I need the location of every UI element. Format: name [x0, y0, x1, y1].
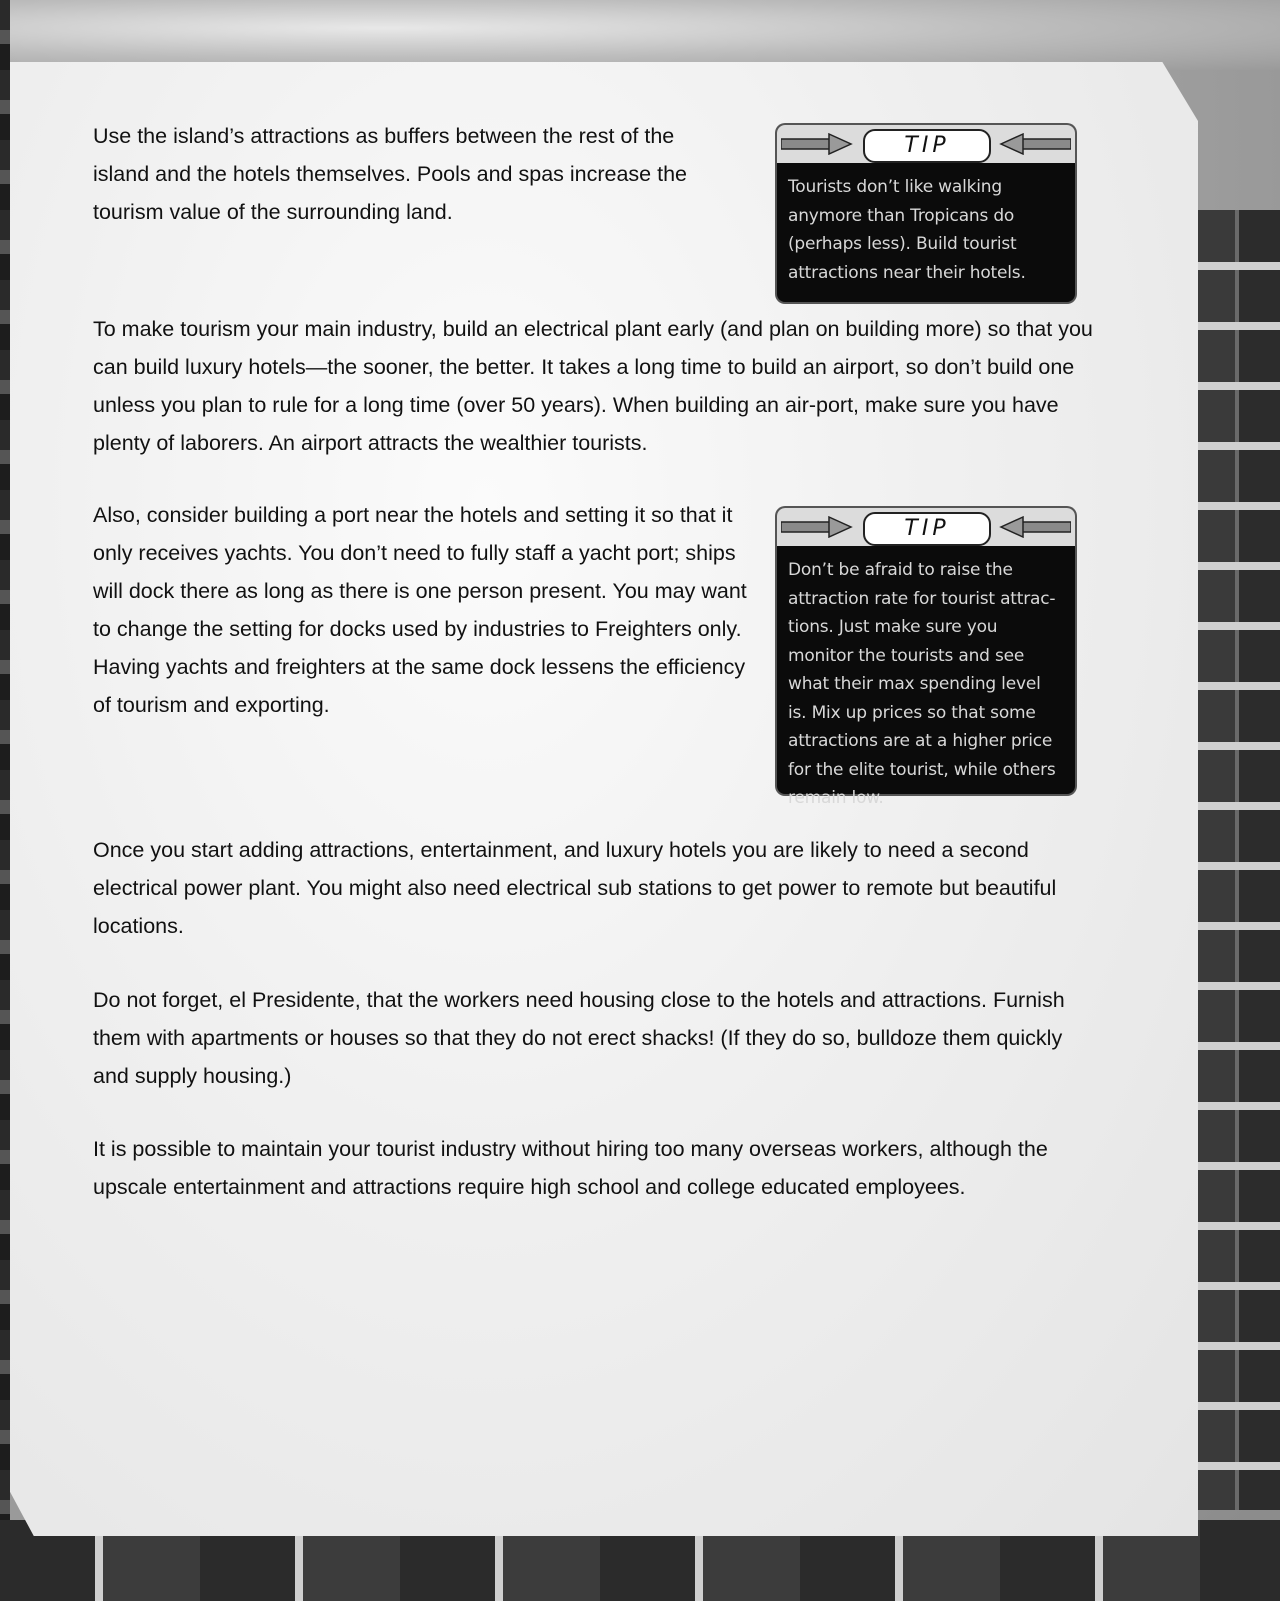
tip-box-attraction-rate — [777, 508, 1075, 808]
background-edge-left — [0, 0, 10, 1601]
tip-header — [777, 508, 1075, 548]
background-texture-top — [0, 0, 1280, 70]
arrow-right-icon — [781, 516, 853, 538]
tip-header — [777, 125, 1075, 165]
paragraph-attractions-buffers: Use the island’s attractions as buffers between the rest of the island and the hotels themselves. Pools and spas increase the tourism value of the surrounding land. — [93, 124, 688, 224]
tip-label: TIP — [863, 129, 991, 163]
arrow-left-icon — [999, 516, 1071, 538]
tip-box-walking — [777, 125, 1075, 302]
paragraph-overseas-workers: It is possible to maintain your tourist industry without hiring too many overseas workers, although the upscale entertainment and attractions require high school and college educated employees. — [93, 1137, 1048, 1199]
tip-text: Tourists don’t like walking anymore than Tropicans do (perhaps less). Build tourist attractions near their hotels. — [788, 177, 1026, 283]
paragraph-main-industry: To make tourism your main industry, build an electrical plant early (and plan on building more) so that you can build luxury hotels—the sooner, the better. It takes a long time to build an airport, so don’t build one unless you plan to rule for a long time (over 50 years). When building an air-port, make sure you have plenty of laborers. An airport attracts the wealthier tourists. — [93, 317, 1093, 455]
arrow-left-icon — [999, 133, 1071, 155]
brick-wall-right — [1195, 210, 1280, 1510]
paragraph-yacht-port: Also, consider building a port near the hotels and setting it so that it only receives yachts. You don’t need to fully staff a yacht port; ships will dock there as long as there is one person present. You may want to change the setting for docks used by industries to Freighters only. Having yachts and freighters at the same dock lessens the efficiency of tourism and exporting. — [93, 503, 747, 717]
tip-text: Don’t be afraid to raise the attraction rate for tourist attrac-tions. Just make sure you monitor the tourists and see what their max spending level is. Mix up prices so that some attractions are at a higher price for the elite tourist, while others remain low. — [788, 560, 1056, 808]
arrow-right-icon — [781, 133, 853, 155]
paragraph-power-plant: Once you start adding attractions, entertainment, and luxury hotels you are likely to need a second electrical power plant. You might also need electrical sub stations to get power to remote but beautiful locations. — [93, 838, 1057, 938]
tip-label: TIP — [863, 512, 991, 546]
paragraph-worker-housing: Do not forget, el Presidente, that the workers need housing close to the hotels and attractions. Furnish them with apartments or houses so that they do not erect shacks! (If they do so, bulldoze them quickly and supply housing.) — [93, 988, 1065, 1088]
